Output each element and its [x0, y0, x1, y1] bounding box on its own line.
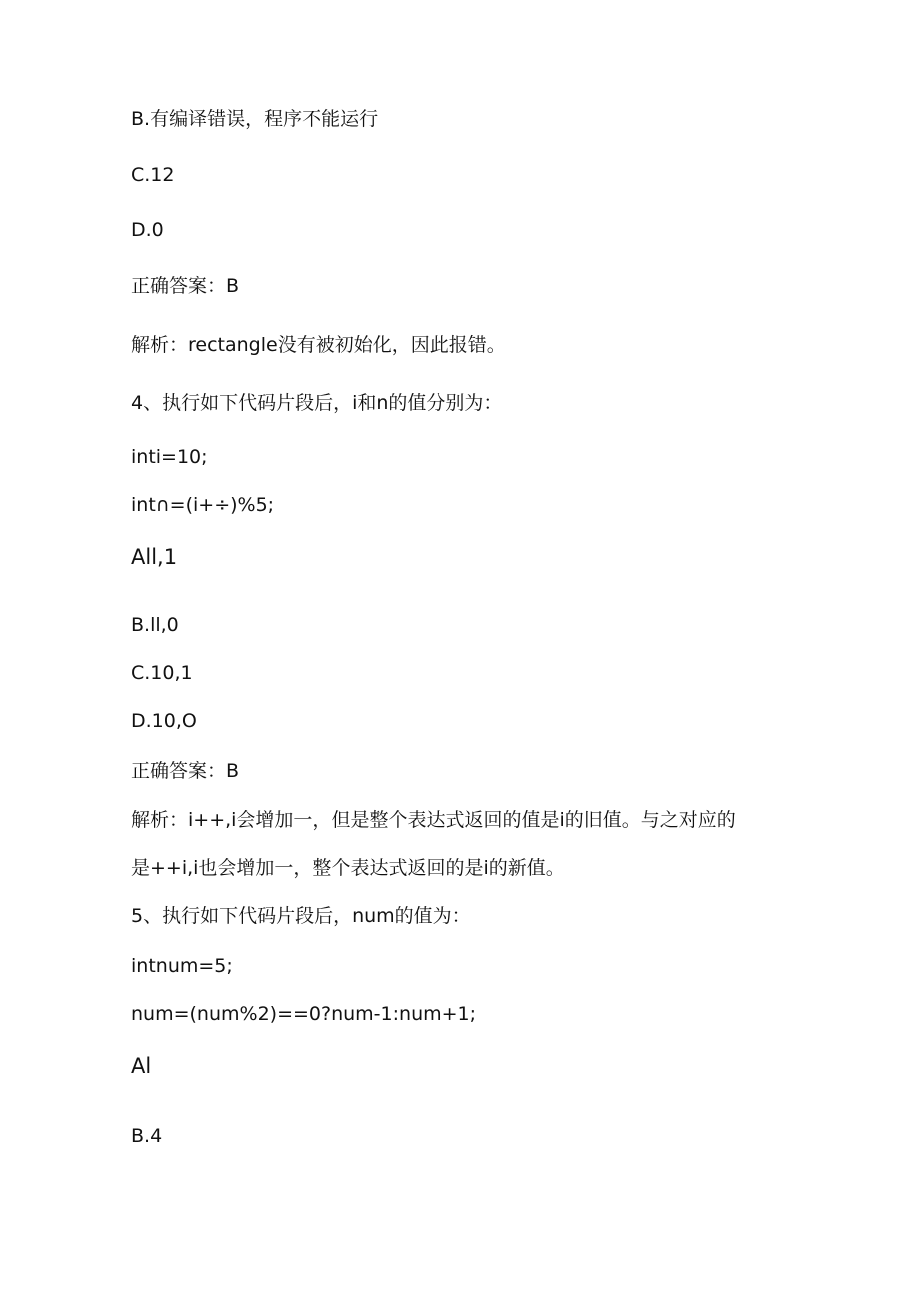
explanation: 解析：rectangle没有被初始化，因此报错。 — [131, 334, 506, 356]
code-line: inti=10; — [131, 446, 208, 468]
option-a: All,1 — [131, 545, 178, 569]
option-b: B.4 — [131, 1125, 163, 1147]
option-c: C.12 — [131, 164, 175, 186]
option-a: Al — [131, 1054, 152, 1078]
option-b-compile-error: B.有编译错误，程序不能运行 — [131, 108, 379, 130]
option-c: C.10,1 — [131, 662, 193, 684]
question-4: 4、执行如下代码片段后，i和n的值分别为： — [131, 392, 503, 414]
code-line: num=(num%2)==0?num-1:num+1; — [131, 1003, 477, 1025]
option-d: D.10,O — [131, 710, 197, 732]
explanation-continued: 是++i,i也会增加一，整个表达式返回的是i的新值。 — [131, 857, 565, 879]
correct-answer: 正确答案：B — [131, 275, 240, 297]
option-b: B.ll,0 — [131, 614, 179, 636]
code-line: intnum=5; — [131, 955, 233, 977]
option-d: D.0 — [131, 219, 164, 241]
correct-answer: 正确答案：B — [131, 760, 240, 782]
question-5: 5、执行如下代码片段后，num的值为： — [131, 905, 471, 927]
explanation: 解析：i++,i会增加一，但是整个表达式返回的值是i的旧值。与之对应的 — [131, 809, 736, 831]
code-line: int∩=(i+÷)%5; — [131, 494, 275, 516]
